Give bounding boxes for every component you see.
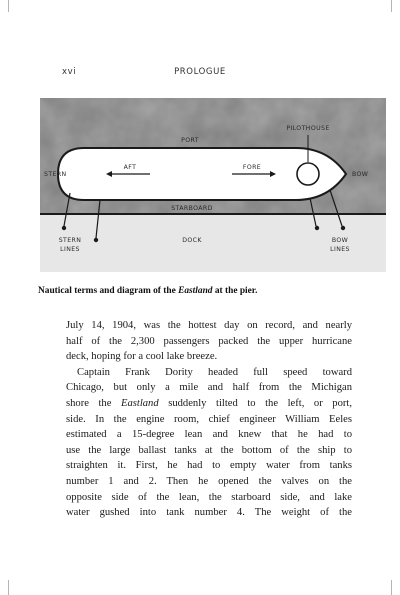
label-stern-lines-2: LINES [60, 246, 80, 253]
body-line-6-c: suddenly tilted to the left, or port, [158, 397, 352, 409]
figure-caption [38, 286, 368, 296]
body-line-13: water gushed into tank number 4. The weight of the [66, 507, 352, 519]
pilothouse-circle [297, 163, 319, 185]
running-head [0, 67, 400, 81]
body-line-12: opposite side of the lean, the starboard side, and lake [66, 491, 352, 503]
eastland-diagram [40, 98, 386, 272]
label-pilothouse: PILOTHOUSE [286, 125, 330, 132]
caption-ship-name: Eastland [178, 286, 213, 296]
crop-mark-top-right [391, 0, 392, 12]
crop-mark-bottom-left [8, 580, 9, 595]
label-dock: DOCK [182, 237, 202, 244]
page-folio: xvi [62, 67, 77, 77]
body-line-10: straighten it. First, he had to empty water from tanks [66, 460, 352, 472]
label-bow: BOW [352, 171, 369, 178]
body-line-4: Captain Frank Dority headed full speed toward [77, 366, 352, 378]
label-port: PORT [181, 137, 199, 144]
crop-mark-top-left [8, 0, 9, 12]
body-line-3: deck, hoping for a cool lake breeze. [66, 351, 218, 363]
running-head-title: PROLOGUE [174, 67, 226, 77]
body-line-5: Chicago, but only a mile and half from the Michigan [66, 382, 352, 394]
label-fore: FORE [242, 164, 262, 171]
body-line-6 [66, 396, 352, 412]
label-stern-lines-1: STERN [58, 237, 82, 244]
body-line-8: estimated a 15-degree lean and knew that he had to [66, 429, 352, 441]
label-stern: STERN [44, 171, 67, 178]
body-text [66, 318, 352, 521]
caption-text-before: Nautical terms and diagram of the [38, 286, 179, 296]
body-line-2: half of the 2,300 passengers packed the upper hurricane [66, 335, 352, 347]
body-line-6-ship: Eastland [120, 397, 159, 409]
label-bow-lines-1: BOW [331, 237, 349, 244]
caption-text-after: at the pier. [212, 286, 258, 296]
body-line-9: use the large ballast tanks at the bottom of the ship to [66, 444, 352, 456]
body-line-6-a: shore the [66, 397, 121, 409]
body-line-1: July 14, 1904, was the hottest day on record, and nearly [66, 320, 352, 331]
label-aft: AFT [123, 164, 137, 171]
crop-mark-bottom-right [391, 580, 392, 595]
label-starboard: STARBOARD [171, 205, 213, 212]
label-bow-lines-2: LINES [330, 246, 350, 253]
body-line-7: side. In the engine room, chief engineer William Eeles [66, 413, 352, 425]
body-line-11: number 1 and 2. Then he opened the valves on the [66, 475, 352, 487]
